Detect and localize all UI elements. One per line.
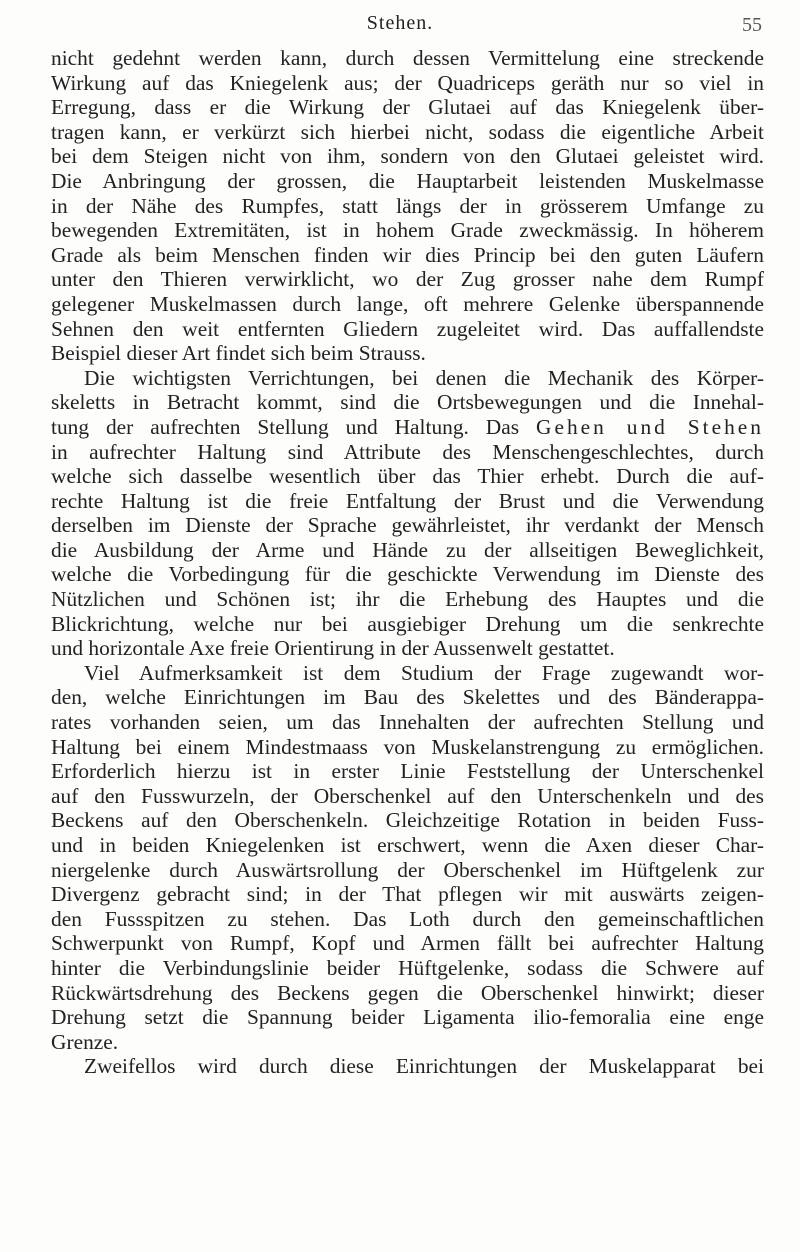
text-line [51, 292, 764, 317]
text-line-content: in der Nähe des Rumpfes, statt längs der in grösserem Umfange zu [51, 193, 764, 218]
text-line [51, 784, 764, 809]
body-text [51, 46, 764, 1079]
text-line [51, 46, 764, 71]
text-line-content: Haltung bei einem Mindestmaass von Muskelanstrengung zu ermöglichen. [51, 734, 764, 759]
text-line [51, 415, 764, 440]
text-line [51, 513, 764, 538]
text-line-content: nicht gedehnt werden kann, durch dessen Vermittelung eine streckende [51, 46, 764, 70]
text-line [51, 956, 764, 981]
text-line-content: welche sich dasselbe wesentlich über das Thier erhebt. Durch die auf- [51, 464, 764, 489]
text-line [51, 120, 764, 145]
text-line [51, 587, 764, 612]
text-line-content: bewegenden Extremitäten, ist in hohem Grade zweckmässig. In höherem [51, 218, 764, 243]
text-line [51, 636, 764, 661]
text-line-content: Sehnen den weit entfernten Gliedern zugeleitet wird. Das auffallendste [51, 316, 764, 341]
text-line-content: Nützlichen und Schönen ist; ihr die Erhebung des Hauptes und die [51, 587, 764, 612]
spaced-emphasis: Gehen und Stehen [536, 414, 764, 439]
text-line-content: den Fussspitzen zu stehen. Das Loth durch den gemeinschaftlichen [51, 906, 764, 931]
text-line [51, 981, 764, 1006]
text-line-content: gelegener Muskelmassen durch lange, oft mehrere Gelenke überspannende [51, 291, 764, 316]
text-line-content: Drehung setzt die Spannung beider Ligamenta ilio-femoralia eine enge [51, 1005, 764, 1030]
text-line [51, 858, 764, 883]
text-line [51, 464, 764, 489]
text-line-content: Schwerpunkt von Rumpf, Kopf und Armen fällt bei aufrechter Haltung [51, 931, 764, 956]
text-line-content: unter den Thieren verwirklicht, wo der Zug grosser nahe dem Rumpf [51, 267, 764, 292]
text-line [51, 1054, 764, 1079]
text-line-content: rates vorhanden seien, um das Innehalten der aufrechten Stellung und [51, 710, 764, 735]
text-line-content: Beckens auf den Oberschenkeln. Gleichzeitige Rotation in beiden Fuss- [51, 808, 764, 833]
text-line-content: Zweifellos wird durch diese Einrichtungen der Muskelapparat bei [84, 1054, 764, 1079]
text-line [51, 685, 764, 710]
text-line-content: Rückwärtsdrehung des Beckens gegen die Oberschenkel hinwirkt; dieser [51, 980, 764, 1005]
text-line [51, 661, 764, 686]
page-number: 55 [742, 14, 762, 36]
text-line-content: Beispiel dieser Art findet sich beim Strauss. [51, 341, 426, 366]
text-line [51, 366, 764, 391]
text-line-content: Grenze. [51, 1029, 119, 1054]
text-line-content: bei dem Steigen nicht von ihm, sondern von den Glutaei geleistet wird. [51, 144, 764, 169]
text-line-content: Blickrichtung, welche nur bei ausgiebiger Drehung um die senkrechte [51, 611, 764, 636]
text-line [51, 267, 764, 292]
text-line-content: Divergenz gebracht sind; in der That pflegen wir mit auswärts zeigen- [51, 882, 764, 907]
text-line [51, 882, 764, 907]
text-line [51, 341, 764, 366]
text-line [51, 489, 764, 514]
text-line [51, 95, 764, 120]
text-line [51, 735, 764, 760]
text-line-content: welche die Vorbedingung für die geschickte Verwendung im Dienste des [51, 562, 764, 587]
text-line-content: die Ausbildung der Arme und Hände zu der allseitigen Beweglichkeit, [51, 537, 764, 562]
text-line-content: hinter die Verbindungslinie beider Hüftgelenke, sodass die Schwere auf [51, 955, 764, 980]
text-line-content: Erregung, dass er die Wirkung der Glutaei auf das Kniegelenk über- [51, 95, 764, 120]
text-line-content: tragen kann, er verkürzt sich hierbei nicht, sodass die eigentliche Arbeit [51, 119, 764, 144]
text-line [51, 759, 764, 784]
text-line-content: Die wichtigsten Verrichtungen, bei denen die Mechanik des Körper- [84, 365, 764, 390]
text-line-content: und horizontale Axe freie Orientirung in der Aussenwelt gestattet. [51, 636, 615, 661]
text-line [51, 907, 764, 932]
text-line [51, 931, 764, 956]
text-line [51, 612, 764, 637]
text-line [51, 562, 764, 587]
running-title: Stehen. [366, 12, 434, 34]
text-line [51, 218, 764, 243]
text-line [51, 71, 764, 96]
text-line-content: rechte Haltung ist die freie Entfaltung der Brust und die Verwendung [51, 488, 764, 513]
text-line [51, 1030, 764, 1055]
text-line-content: niergelenke durch Auswärtsrollung der Oberschenkel im Hüftgelenk zur [51, 857, 764, 882]
text-line [51, 538, 764, 563]
text-line-content: Viel Aufmerksamkeit ist dem Studium der Frage zugewandt wor- [84, 660, 764, 685]
text-line-content: tung der aufrechten Stellung und Haltung. Das [51, 414, 520, 439]
text-line [51, 390, 764, 415]
text-line [51, 440, 764, 465]
text-line-content: Erforderlich hierzu ist in erster Linie Feststellung der Unterschenkel [51, 759, 764, 784]
text-line-content: auf den Fusswurzeln, der Oberschenkel auf den Unterschenkeln und des [51, 783, 764, 808]
text-line [51, 194, 764, 219]
text-line-content: derselben im Dienste der Sprache gewährleistet, ihr verdankt der Mensch [51, 513, 764, 538]
text-line [51, 833, 764, 858]
text-line-content: skeletts in Betracht kommt, sind die Ortsbewegungen und die Innehal- [51, 390, 764, 415]
text-line [51, 144, 764, 169]
text-line-content: Grade als beim Menschen finden wir dies Princip bei den guten Läufern [51, 242, 764, 267]
text-line-content: Wirkung auf das Kniegelenk aus; der Quadriceps geräth nur so viel in [51, 70, 764, 95]
text-line [51, 808, 764, 833]
text-line [51, 243, 764, 268]
text-line [51, 317, 764, 342]
text-line [51, 710, 764, 735]
text-line-content: Die Anbringung der grossen, die Hauptarbeit leistenden Muskelmasse [51, 168, 764, 193]
running-head [0, 12, 800, 42]
text-line-content: und in beiden Kniegelenken ist erschwert, wenn die Axen dieser Char- [51, 833, 764, 857]
text-line [51, 1005, 764, 1030]
text-line-content: in aufrechter Haltung sind Attribute des Menschengeschlechtes, durch [51, 439, 764, 464]
text-line-content: den, welche Einrichtungen im Bau des Skelettes und des Bänderappa- [51, 685, 764, 710]
text-line [51, 169, 764, 194]
